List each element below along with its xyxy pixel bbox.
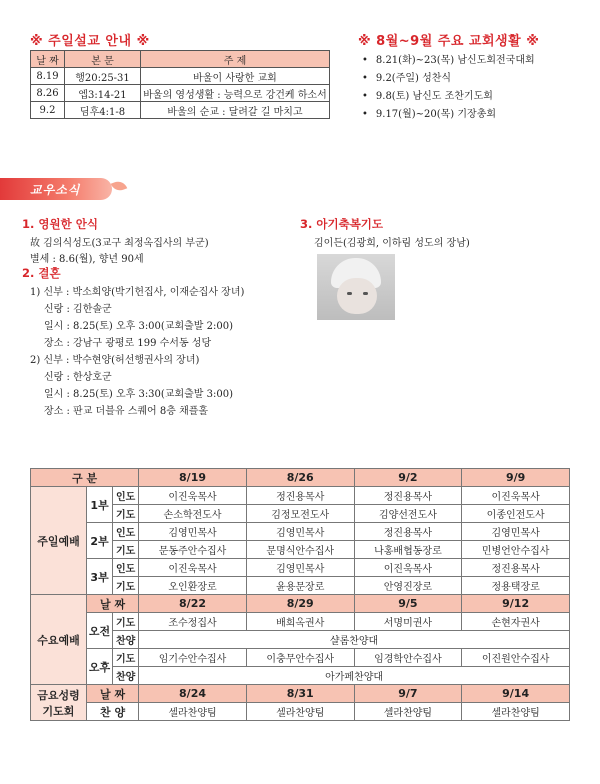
wed-label: 수요예배 [31,595,87,685]
list-item: • 9.2(주일) 성찬식 [362,70,535,88]
sermon-text: 엡3:14-21 [65,85,141,102]
service-label: 1부 [86,487,112,523]
news-banner [0,178,130,200]
sermon-text: 딤후4:1-8 [65,102,141,119]
table-cell: 임기수안수집사 [139,649,247,667]
table-cell: 안영진장로 [354,577,462,595]
baby-line: 김이든(김광희, 이하림 성도의 장남) [314,238,470,249]
wedding-line: 장소 : 강남구 광평로 199 수서동 성당 [44,338,212,349]
sermon-text: 행20:25-31 [65,68,141,85]
sermon-title: ※ 주일설교 안내 ※ [30,34,150,49]
banner-label: 교우소식 [30,183,81,197]
table-cell: 김영민목사 [246,559,354,577]
role-label: 기도 [113,541,139,559]
list-item: • 8.21(화)~23(목) 남신도회전국대회 [362,52,535,70]
role-label: 기도 [113,649,139,667]
date-row-label: 날 짜 [86,685,138,703]
date-header: 9/5 [354,595,462,613]
table-row [31,68,330,85]
table-cell: 이진욱목사 [139,487,247,505]
table-cell: 정진용목사 [462,559,570,577]
table-row [31,85,330,102]
events-title: ※ 8월~9월 주요 교회생활 ※ [358,34,540,49]
choir-row-label: 찬 양 [86,703,138,721]
sunday-label: 주일예배 [31,487,87,595]
table-cell: 이충무안수집사 [246,649,354,667]
table-cell: 셀라찬양팀 [246,703,354,721]
date-header: 9/14 [462,685,570,703]
column-header: 날 짜 [31,51,65,68]
wedding-line: 신랑 : 한상호군 [44,372,112,383]
table-header-row [31,469,570,487]
sermon-topic: 바울의 영성생활 : 능력으로 강건케 하소서 [141,85,330,102]
date-header: 9/12 [462,595,570,613]
baby-photo [317,254,395,320]
date-header: 8/19 [139,469,247,487]
table-cell: 문동주안수집사 [139,541,247,559]
table-cell: 셀라찬양팀 [462,703,570,721]
table-row [31,595,570,613]
table-cell: 정진용목사 [354,523,462,541]
role-label: 인도 [113,487,139,505]
role-label: 기도 [113,613,139,631]
table-cell: 정진용목사 [246,487,354,505]
sermon-date: 8.19 [31,68,65,85]
leaf-icon [111,179,128,193]
wedding-heading: 2. 결혼 [22,266,61,280]
table-cell: 이진욱목사 [462,487,570,505]
sermon-date: 9.2 [31,102,65,119]
choir-cell: 샬롬찬양대 [139,631,570,649]
column-header: 본 문 [65,51,141,68]
date-header: 8/26 [246,469,354,487]
table-cell: 서명미권사 [354,613,462,631]
table-cell: 김양선전도사 [354,505,462,523]
role-label: 인도 [113,559,139,577]
role-label: 찬양 [113,667,139,685]
table-cell: 임경학안수집사 [354,649,462,667]
date-header: 9/2 [354,469,462,487]
table-cell: 조수정집사 [139,613,247,631]
table-cell: 이진욱목사 [354,559,462,577]
table-cell: 손소학전도사 [139,505,247,523]
list-item: • 9.8(토) 남신도 조찬기도회 [362,88,535,106]
date-row-label: 날 짜 [86,595,138,613]
date-header: 8/29 [246,595,354,613]
table-cell: 이진원안수집사 [462,649,570,667]
wedding-line: 장소 : 판교 더블유 스퀘어 8층 채플홀 [44,406,209,417]
table-row [31,613,570,631]
sermon-date: 8.26 [31,85,65,102]
date-header: 8/22 [139,595,247,613]
table-cell: 정용택장로 [462,577,570,595]
table-row [31,487,570,505]
table-cell: 김영민목사 [246,523,354,541]
table-cell: 나홍배협동장로 [354,541,462,559]
schedule-table [30,468,570,721]
table-row [31,523,570,541]
service-label: 2부 [86,523,112,559]
table-cell: 손현자권사 [462,613,570,631]
table-cell: 김영민목사 [139,523,247,541]
sermon-topic: 바울이 사랑한 교회 [141,68,330,85]
service-label: 오전 [86,613,112,649]
table-cell: 배희옥권사 [246,613,354,631]
choir-cell: 아가페찬양대 [139,667,570,685]
wedding-line: 일시 : 8.25(토) 오후 3:30(교회출발 3:00) [44,389,233,400]
table-header-row [31,51,330,68]
wedding-line: 신랑 : 김한솔군 [44,304,112,315]
events-list [362,52,535,124]
table-cell: 문명식안수집사 [246,541,354,559]
table-row [31,102,330,119]
condolence-line: 故 김의식성도(3교구 최정옥집사의 부군) [30,238,209,249]
service-label: 3부 [86,559,112,595]
fri-label [31,685,87,721]
role-label: 기도 [113,505,139,523]
table-row [31,703,570,721]
fri-label-line: 금요성령 [37,688,80,702]
table-cell: 셀라찬양팀 [354,703,462,721]
wedding-line: 1) 신부 : 박소희양(박기헌집사, 이재순집사 장녀) [30,287,245,298]
role-label: 기도 [113,577,139,595]
table-row [31,559,570,577]
wedding-line: 일시 : 8.25(토) 오후 3:00(교회출발 2:00) [44,321,233,332]
table-cell: 이진욱목사 [139,559,247,577]
table-row [31,649,570,667]
column-header: 주 제 [141,51,330,68]
sermon-table [30,50,330,119]
wedding-line: 2) 신부 : 박수현양(허선행권사의 장녀) [30,355,200,366]
role-label: 찬양 [113,631,139,649]
role-label: 인도 [113,523,139,541]
list-item: • 9.17(월)~20(목) 기장총회 [362,106,535,124]
table-cell: 윤용문장로 [246,577,354,595]
date-header: 8/31 [246,685,354,703]
table-row [31,685,570,703]
baby-heading: 3. 아기축복기도 [300,217,384,231]
date-header: 9/9 [462,469,570,487]
table-cell: 민병언안수집사 [462,541,570,559]
fri-label-line: 기도회 [42,704,75,718]
condolence-heading: 1. 영원한 안식 [22,217,98,231]
table-cell: 셀라찬양팀 [139,703,247,721]
table-cell: 이종인전도사 [462,505,570,523]
sermon-topic: 바울의 순교 : 달려갈 길 마치고 [141,102,330,119]
table-cell: 김영민목사 [462,523,570,541]
date-header: 8/24 [139,685,247,703]
gubun-header: 구 분 [31,469,139,487]
date-header: 9/7 [354,685,462,703]
table-cell: 오인환장로 [139,577,247,595]
condolence-line: 별세 : 8.6(월), 향년 90세 [30,254,144,265]
service-label: 오후 [86,649,112,685]
table-cell: 김정모전도사 [246,505,354,523]
table-cell: 정진용목사 [354,487,462,505]
